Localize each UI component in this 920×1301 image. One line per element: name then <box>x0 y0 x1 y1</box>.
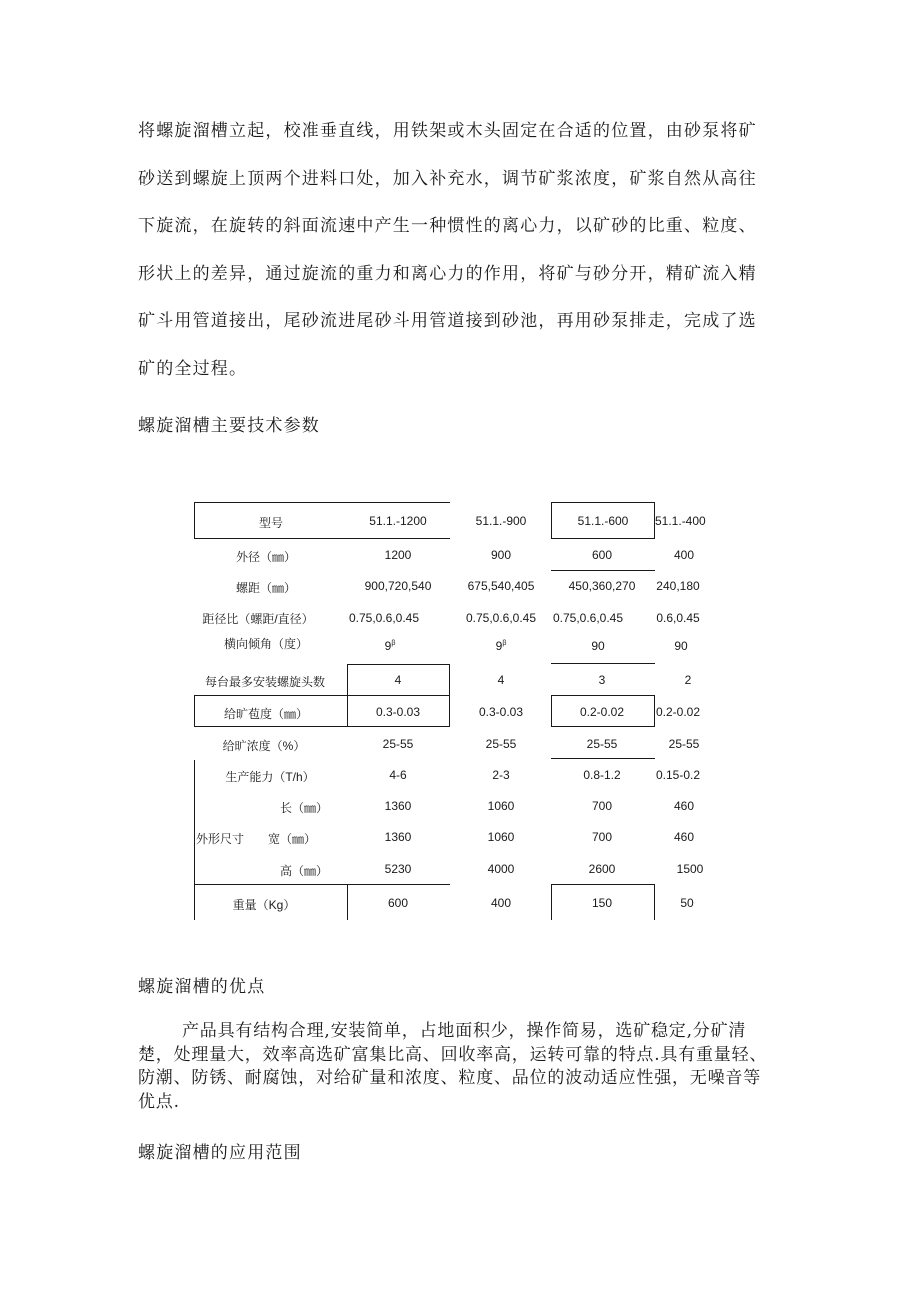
table-line <box>654 695 655 727</box>
row-value: 4000 <box>487 862 515 876</box>
row-value: 4 <box>394 673 402 687</box>
row-value: 240,180 <box>656 579 700 593</box>
row-value: 600 <box>387 896 409 910</box>
table-line <box>551 758 655 759</box>
table-line <box>194 502 450 503</box>
row-label: 给旷苞度（㎜） <box>223 707 309 721</box>
row-label: 长（㎜） <box>279 801 329 815</box>
row-label: 宽（㎜） <box>267 832 317 846</box>
row-value: 0.6,0.45 <box>656 611 700 625</box>
row-value: 25-55 <box>668 737 700 751</box>
row-value: 900,720,540 <box>364 579 432 593</box>
row-value: 0.3-0.03 <box>375 705 421 719</box>
table-line <box>551 695 552 727</box>
row-value: 150 <box>591 896 613 910</box>
table-line <box>654 884 655 920</box>
table-line <box>551 884 552 920</box>
row-label: 给旷浓度（%） <box>222 739 306 753</box>
intro-line: 砂送到螺旋上顶两个进料口处，加入补充水，调节矿浆浓度，矿浆自然从高往 <box>138 168 757 189</box>
row-value: $9^\beta$ <box>384 639 396 653</box>
row-value: 3 <box>598 673 606 687</box>
row-label: 横向倾角（度） <box>223 637 309 651</box>
row-label: 螺距（㎜） <box>235 581 297 595</box>
row-value: 25-55 <box>382 737 414 751</box>
row-value: 700 <box>591 799 613 813</box>
table-line <box>347 884 348 920</box>
row-value: 25-55 <box>485 737 517 751</box>
row-value: 0.8-1.2 <box>583 768 621 782</box>
row-label: 外径（㎜） <box>235 550 297 564</box>
row-value: 5230 <box>384 862 412 876</box>
row-label: 重量（Kg） <box>232 898 296 912</box>
row-value: 90 <box>591 639 605 653</box>
table-line <box>551 663 655 664</box>
header-label: 型号 <box>258 516 284 530</box>
row-value: 400 <box>673 548 695 562</box>
table-line <box>194 760 195 920</box>
row-value: 450,360,270 <box>568 579 636 593</box>
table-line <box>551 538 655 539</box>
row-label: 高（㎜） <box>279 864 329 878</box>
row-value: 0.75,0.6,0.45 <box>348 611 420 625</box>
header-model: 51.1.-600 <box>577 514 629 528</box>
row-value: 50 <box>680 896 694 910</box>
row-value: 25-55 <box>586 737 618 751</box>
intro-line: 下旋流，在旋转的斜面流速中产生一种惯性的离心力，以矿砂的比重、粒度、 <box>138 216 757 236</box>
row-value: 0.75,0.6,0.45 <box>465 611 537 625</box>
table-line <box>551 884 655 885</box>
row-value: 0.75,0.6,0.45 <box>552 611 624 625</box>
row-value: 0.2-0.02 <box>579 705 625 719</box>
row-value: 1360 <box>384 799 412 813</box>
row-label: 距径比（螺距/直径） <box>202 612 314 626</box>
row-value: $9^\beta$ <box>495 639 507 653</box>
row-value: 90 <box>674 639 688 653</box>
row-value: 700 <box>591 830 613 844</box>
row-value: 900 <box>490 548 512 562</box>
row-value: 400 <box>490 896 512 910</box>
table-line <box>194 695 450 696</box>
row-value: 1200 <box>384 548 412 562</box>
row-value: 0.15-0.2 <box>655 768 701 782</box>
header-model: 51.1.-900 <box>475 514 527 528</box>
row-value: 675,540,405 <box>467 579 535 593</box>
table-line <box>194 726 450 727</box>
intro-line: 将螺旋溜槽立起，校准垂直线，用铁架或木头固定在合适的位置，由砂泵将矿 <box>138 121 757 141</box>
row-label: 生产能力（T/h） <box>225 770 315 784</box>
row-value: 0.3-0.03 <box>478 705 524 719</box>
row-value: 1500 <box>676 862 704 876</box>
table-line <box>551 502 552 539</box>
row-value: 2600 <box>588 862 616 876</box>
row-value: 460 <box>673 799 695 813</box>
table-line <box>551 502 655 503</box>
intro-line: 矿的全过程。 <box>138 358 248 379</box>
table-line <box>194 884 450 885</box>
group-label: 外形尺寸 <box>196 832 245 846</box>
params-heading: 螺旋溜槽主要技术参数 <box>138 416 320 436</box>
intro-line: 形状上的差异，通过旋流的重力和离心力的作用，将矿与砂分开，精矿流入精 <box>138 263 757 284</box>
row-value: 1060 <box>487 830 515 844</box>
table-line <box>551 570 655 571</box>
row-value: 4-6 <box>389 768 407 782</box>
advantages-heading: 螺旋溜槽的优点 <box>138 977 266 997</box>
row-value: 0.2-0.02 <box>655 705 701 719</box>
row-label: 每台最多安装螺旋头数 <box>204 675 326 689</box>
row-value: 1060 <box>487 799 515 813</box>
table-line <box>194 502 195 539</box>
table-line <box>551 726 655 727</box>
row-value: 460 <box>673 830 695 844</box>
advantages-paragraph: 产品具有结构合理,安装简单，占地面积少，操作简易，选矿稳定,分矿清楚，处理量大，效率高选矿富集比高、回收率高，运转可靠的特点.具有重量轻、防潮、防锈、耐腐蚀，对给矿量和浓度、粒度、品位的波动适应性强，无噪音等优点. <box>138 1021 768 1112</box>
table-line <box>551 695 655 696</box>
application-heading: 螺旋溜槽的应用范围 <box>138 1143 302 1163</box>
row-value: 2-3 <box>492 768 510 782</box>
row-value: 600 <box>591 548 613 562</box>
table-line <box>194 538 450 539</box>
table-line <box>347 664 450 665</box>
row-value: 2 <box>684 673 692 687</box>
header-model: 51.1.-400 <box>655 514 706 528</box>
table-line <box>194 695 195 727</box>
header-model: 51.1.-1200 <box>369 514 427 528</box>
intro-line: 矿斗用管道接出，尾砂流进尾砂斗用管道接到砂池，再用砂泵排走，完成了选 <box>138 311 757 331</box>
intro-paragraph <box>138 108 778 393</box>
row-value: 1360 <box>384 830 412 844</box>
row-value: 4 <box>497 673 505 687</box>
